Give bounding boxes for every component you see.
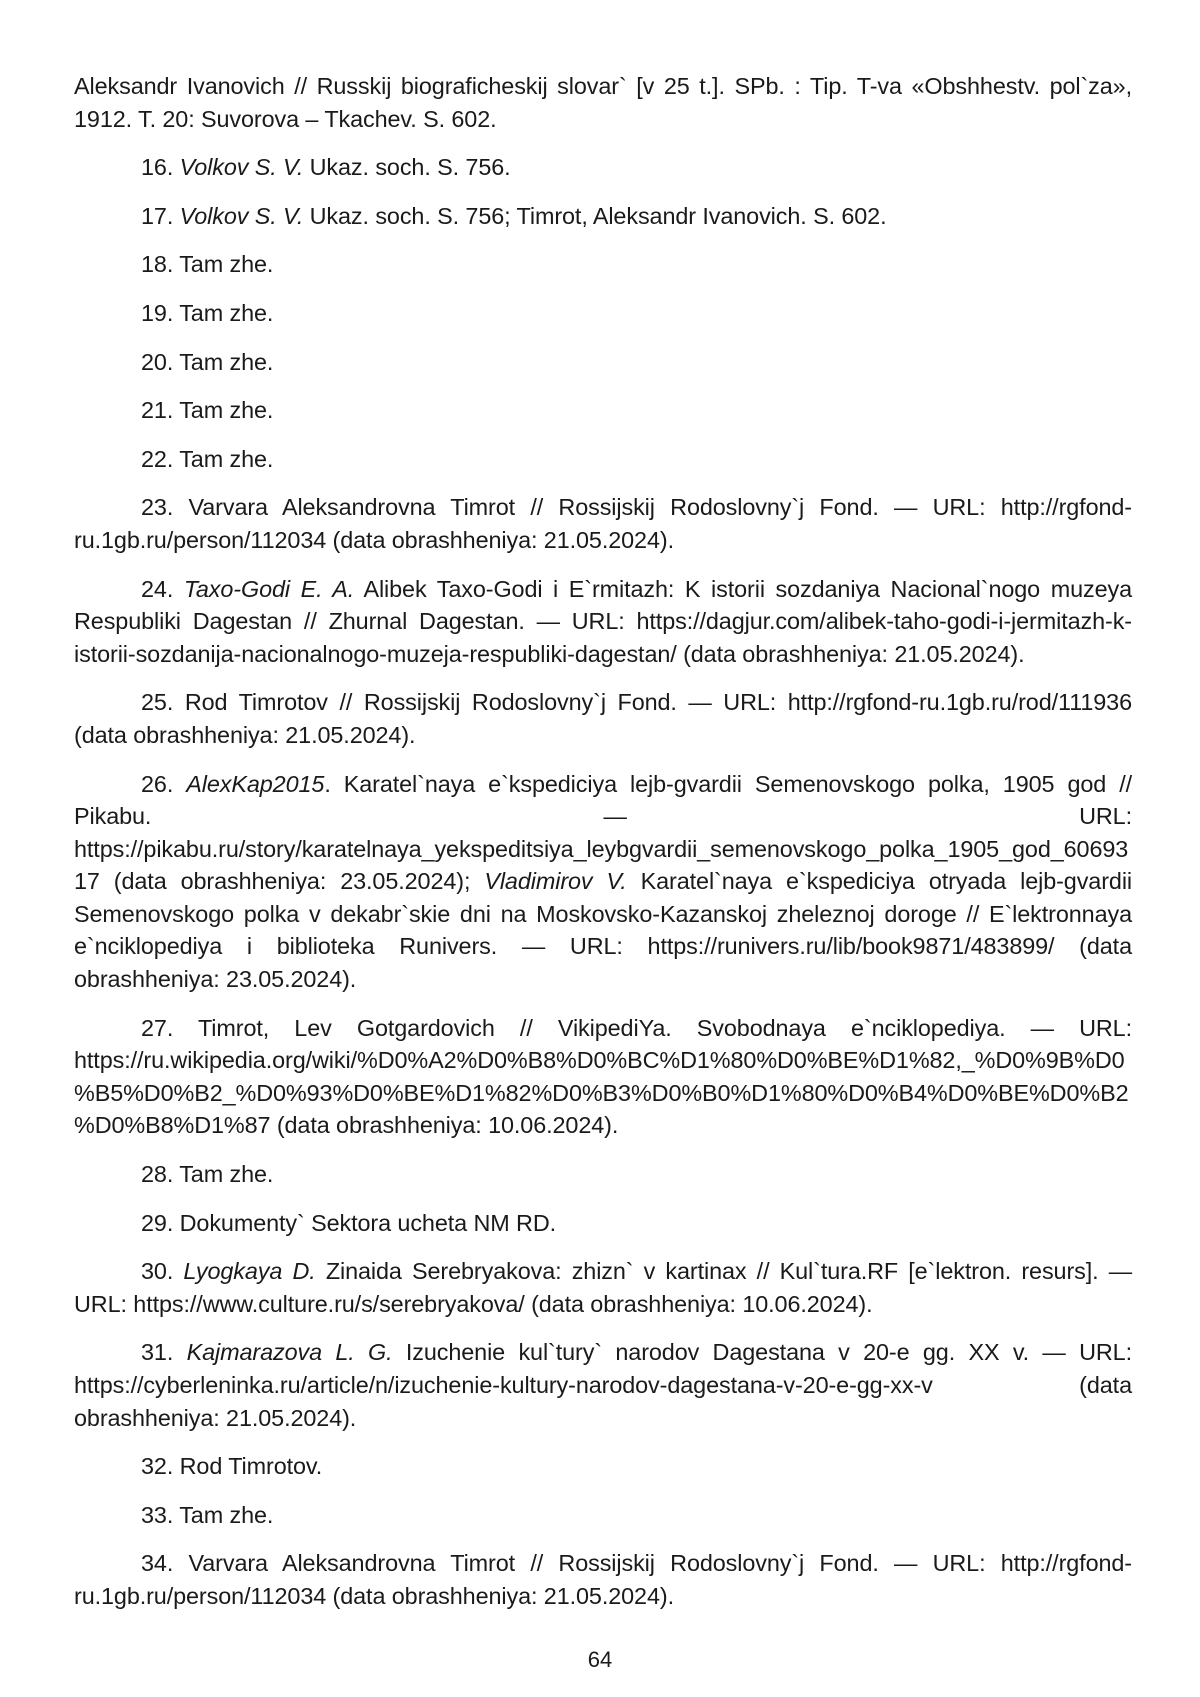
note-text: Timrot, Lev Gotgardovich // VikipediYa. Svobodnaya e`nciklopediya. — URL: https://ru.wikipedia.org/wiki/%D0%A2%D0%B8%D0%BC%D1%80%D0%BE%D1%82,_%D0%9B%D0%B5%D0%B2_%D0%93%D0%BE%D1%82%D0%B3%D0%B0%D1%80%D0%B4%D0%BE%D0%B2%D0%B8%D1%87 (data obrashheniya: 10.06.2024). <box>74 1014 1132 1139</box>
note-number: 16. <box>141 154 174 181</box>
note-26 <box>74 768 1132 996</box>
note-number: 17. <box>141 202 174 229</box>
note-30 <box>74 1255 1132 1320</box>
note-text: Ukaz. soch. S. 756. <box>309 154 511 181</box>
note-text: Tam zhe. <box>179 445 274 472</box>
note-number: 34. <box>141 1550 174 1577</box>
note-text: Rod Timrotov. <box>179 1453 323 1480</box>
note-18 <box>74 248 1132 281</box>
note-text-2: Karatel`naya e`kspediciya otryada lejb-gvardii Semenovskogo polka v dekabr`skie dni na Moskovsko-Kazanskoj zheleznoj doroge // E`lektronnaya e`nciklopediya i biblioteka Runivers. — URL: https://runivers.ru/lib/book9871/483899/ (data obrashheniya: 23.05.2024). <box>74 868 1133 993</box>
note-number: 25. <box>141 689 174 716</box>
note-text: Rod Timrotov // Rossijskij Rodoslovny`j Fond. — URL: http://rgfond-ru.1gb.ru/rod/111936 (data obrashheniya: 21.05.2024). <box>74 689 1132 748</box>
note-text: Dokumenty` Sektora ucheta NM RD. <box>179 1209 557 1236</box>
note-number: 18. <box>141 251 174 278</box>
note-text: Ukaz. soch. S. 756; Timrot, Aleksandr Ivanovich. S. 602. <box>309 202 887 229</box>
note-text: Varvara Aleksandrovna Timrot // Rossijskij Rodoslovny`j Fond. — URL: http://rgfond-ru.1gb.ru/person/112034 (data obrashheniya: 21.05.2024). <box>74 494 1132 553</box>
note-34 <box>74 1547 1132 1612</box>
note-number: 31. <box>141 1339 174 1366</box>
note-author: Lyogkaya D. <box>183 1258 316 1285</box>
note-number: 22. <box>141 445 174 472</box>
note-text: Tam zhe. <box>179 251 274 278</box>
note-number: 19. <box>141 299 174 326</box>
page-number: 64 <box>587 1647 613 1672</box>
note-31 <box>74 1336 1132 1434</box>
note-text: Tam zhe. <box>179 1501 274 1528</box>
note-33 <box>74 1499 1132 1532</box>
note-text: . Karatel`naya e`kspediciya lejb-gvardii Semenovskogo polka, 1905 god // Pikabu. — URL: https://pikabu.ru/story/karatelnaya_yekspeditsiya_leybgvardii_semenovskogo_polka_1905_god_6069317 (data obrashheniya: 23.05.2024); <box>74 770 1133 895</box>
note-25 <box>74 686 1132 751</box>
note-author: Kajmarazova L. G. <box>186 1339 393 1366</box>
note-22 <box>74 443 1132 476</box>
note-20 <box>74 346 1132 379</box>
note-number: 20. <box>141 348 174 375</box>
note-author: Volkov S. V. <box>179 154 304 181</box>
note-32 <box>74 1450 1132 1483</box>
note-number: 26. <box>141 770 174 797</box>
note-number: 30. <box>141 1258 174 1285</box>
note-text: Tam zhe. <box>179 299 274 326</box>
note-number: 32. <box>141 1453 174 1480</box>
note-16 <box>74 151 1132 184</box>
note-29 <box>74 1207 1132 1240</box>
note-number: 29. <box>141 1209 174 1236</box>
note-number: 27. <box>141 1014 174 1041</box>
note-author: AlexKap2015 <box>186 770 325 797</box>
note-text: Zinaida Serebryakova: zhizn` v kartinax // Kul`tura.RF [e`lektron. resurs]. — URL: https://www.culture.ru/s/serebryakova/ (data obrashheniya: 10.06.2024). <box>74 1258 1132 1317</box>
note-23 <box>74 491 1132 556</box>
note-21 <box>74 394 1132 427</box>
note-author: Taxo-Godi E. A. <box>183 575 355 602</box>
note-number: 24. <box>141 575 174 602</box>
note-19 <box>74 297 1132 330</box>
note-author-2: Vladimirov V. <box>484 868 627 895</box>
note-17 <box>74 200 1132 233</box>
note-author: Volkov S. V. <box>179 202 304 229</box>
note-number: 21. <box>141 397 174 424</box>
note-27 <box>74 1012 1132 1142</box>
note-text: Tam zhe. <box>179 348 274 375</box>
note-text: Tam zhe. <box>179 1161 274 1188</box>
note-continuation: Aleksandr Ivanovich // Russkij biograficheskij slovar` [v 25 t.]. SPb. : Tip. T-va «Obshhestv. pol`za», 1912. T. 20: Suvorova – Tkachev. S. 602. <box>74 73 1132 132</box>
notes-page <box>74 70 1132 1629</box>
note-number: 23. <box>141 494 174 521</box>
note-28 <box>74 1158 1132 1191</box>
note-number: 28. <box>141 1161 174 1188</box>
note-text: Alibek Taxo-Godi i E`rmitazh: K istorii sozdaniya Nacional`nogo muzeya Respubliki Dagestan // Zhurnal Dagestan. — URL: https://dagjur.com/alibek-taho-godi-i-jermitazh-k-istorii-sozdanija-nacionalnogo-muzeja-respubliki-dagestan/ (data obrashheniya: 21.05.2024). <box>74 575 1132 667</box>
note-text: Varvara Aleksandrovna Timrot // Rossijskij Rodoslovny`j Fond. — URL: http://rgfond-ru.1gb.ru/person/112034 (data obrashheniya: 21.05.2024). <box>74 1550 1132 1609</box>
note-24 <box>74 573 1132 671</box>
note-number: 33. <box>141 1501 174 1528</box>
note-text: Izuchenie kul`tury` narodov Dagestana v 20-e gg. XX v. — URL: https://cyberleninka.ru/article/n/izuchenie-kultury-narodov-dagestana-v-20-e-gg-xx-v (data obrashheniya: 21.05.2024). <box>74 1339 1132 1431</box>
note-text: Tam zhe. <box>179 397 274 424</box>
